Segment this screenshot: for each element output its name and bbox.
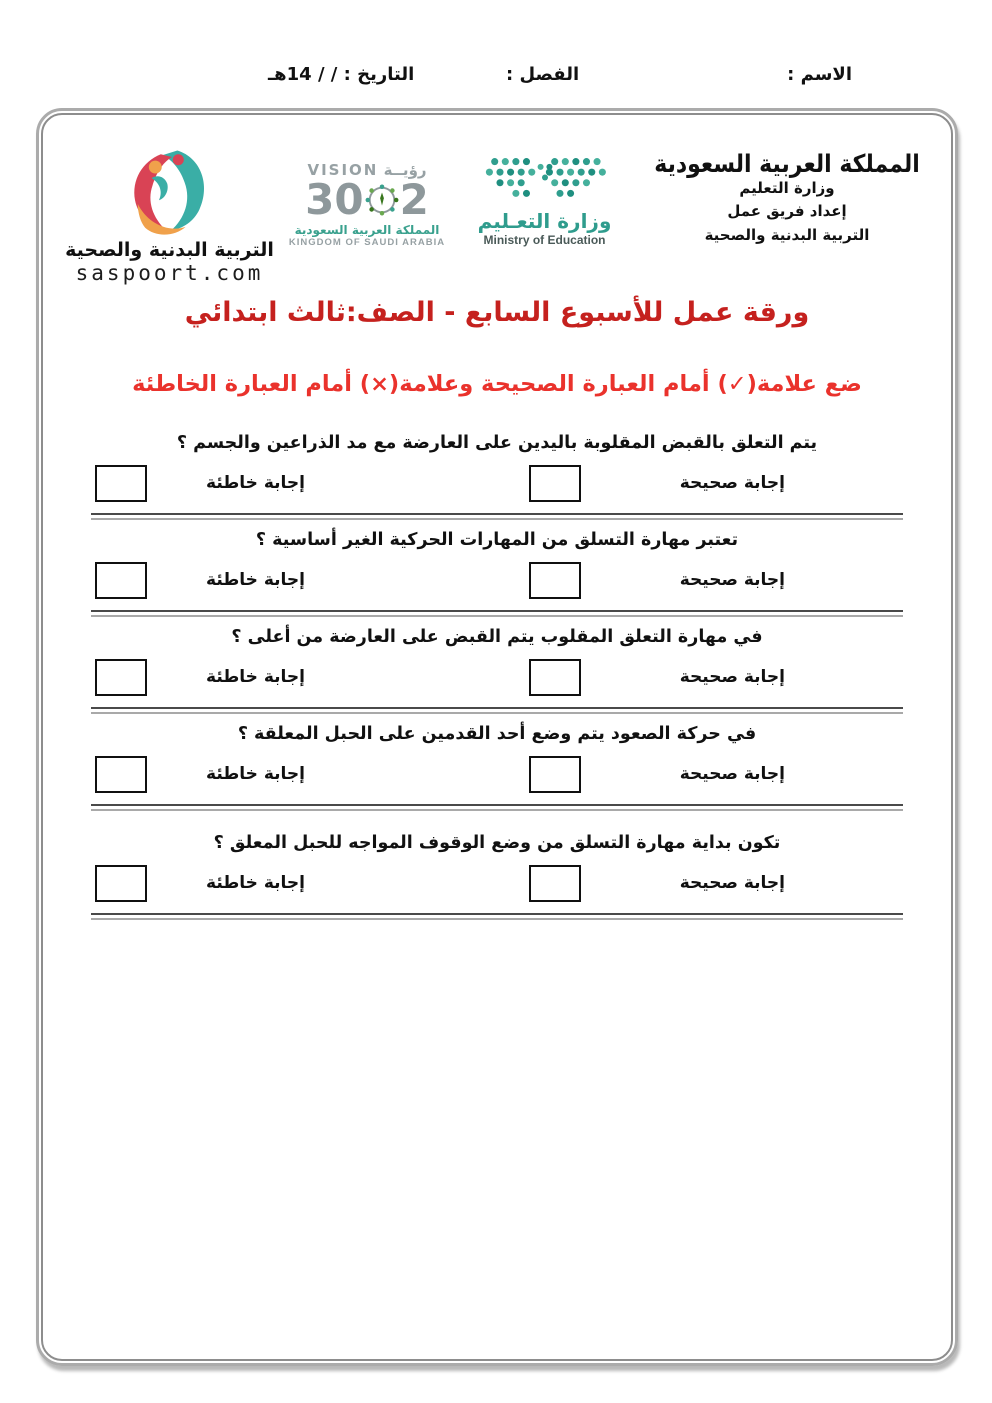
moe-dots-icon xyxy=(452,155,637,207)
wrong-answer-label: إجابة خاطئة xyxy=(206,570,305,590)
correct-answer-checkbox[interactable] xyxy=(529,865,581,902)
correct-answer-checkbox[interactable] xyxy=(529,562,581,599)
correct-answer-label: إجابة صحيحة xyxy=(679,764,785,784)
question-block xyxy=(91,433,903,520)
question-block xyxy=(91,627,903,714)
answer-row xyxy=(91,659,903,701)
vision-top-text: رؤيــة VISION xyxy=(307,161,427,179)
question-divider xyxy=(91,913,903,920)
name-field-label: الاسم : xyxy=(787,64,852,85)
worksheet-title: ورقة عمل للأسبوع السابع - الصف:ثالث ابتدائي xyxy=(184,297,810,328)
logos-row xyxy=(57,145,937,290)
wrong-answer-label: إجابة خاطئة xyxy=(206,764,305,784)
correct-answer-label: إجابة صحيحة xyxy=(679,873,785,893)
question-text: في حركة الصعود يتم وضع أحد القدمين على الحبل المعلقة ؟ xyxy=(237,724,757,744)
correct-answer-checkbox[interactable] xyxy=(529,465,581,502)
correct-answer-label: إجابة صحيحة xyxy=(679,473,785,493)
ministry-line-2: إعداد فريق عمل xyxy=(727,202,847,221)
wrong-answer-checkbox[interactable] xyxy=(95,659,147,696)
wrong-answer-label: إجابة خاطئة xyxy=(206,473,305,493)
question-divider xyxy=(91,610,903,617)
vision-year-right: 30 xyxy=(305,175,364,224)
worksheet-frame xyxy=(36,108,958,1366)
correct-answer-label: إجابة صحيحة xyxy=(679,667,785,687)
ministry-line-1: وزارة التعليم xyxy=(739,179,835,197)
correct-answer-checkbox[interactable] xyxy=(529,756,581,793)
ministry-line-3: التربية البدنية والصحية xyxy=(704,225,870,244)
question-block xyxy=(91,833,903,920)
page-header xyxy=(0,64,992,94)
vision-emblem-icon xyxy=(365,183,399,217)
wrong-answer-checkbox[interactable] xyxy=(95,756,147,793)
question-block xyxy=(91,724,903,811)
saspoort-website: saspoort.com xyxy=(75,261,264,285)
vision-2030-logo xyxy=(282,145,452,248)
saspoort-logo-block xyxy=(57,145,282,285)
question-divider xyxy=(91,804,903,811)
worksheet-frame-inner xyxy=(41,113,953,1361)
vision-year-left: 2 xyxy=(399,175,429,224)
vision-country-arabic: المملكة العربية السعودية xyxy=(294,223,440,237)
wrong-answer-label: إجابة خاطئة xyxy=(206,667,305,687)
wrong-answer-checkbox[interactable] xyxy=(95,562,147,599)
vision-country-english: KINGDOM OF SAUDI ARABIA xyxy=(288,237,446,248)
class-field-label: الفصل : xyxy=(506,64,580,85)
wrong-answer-label: إجابة خاطئة xyxy=(206,873,305,893)
question-divider xyxy=(91,513,903,520)
question-block xyxy=(91,530,903,617)
answer-row xyxy=(91,756,903,798)
answer-row xyxy=(91,865,903,907)
question-text: في مهارة التعلق المقلوب يتم القبض على العارضة من أعلى ؟ xyxy=(231,627,763,647)
questions-section xyxy=(91,433,903,930)
moe-arabic-wordmark: وزارة التعـليم xyxy=(477,209,612,233)
question-text: تكون بداية مهارة التسلق من وضع الوقوف المواجه للحبل المعلق ؟ xyxy=(213,833,781,853)
question-divider xyxy=(91,707,903,714)
ministry-of-education-logo xyxy=(452,145,637,247)
question-text: تعتبر مهارة التسلق من المهارات الحركية الغير أساسية ؟ xyxy=(255,530,739,550)
answer-row xyxy=(91,465,903,507)
saspoort-logo-icon xyxy=(57,145,282,237)
wrong-answer-checkbox[interactable] xyxy=(95,865,147,902)
correct-answer-checkbox[interactable] xyxy=(529,659,581,696)
question-text: يتم التعلق بالقبض المقلوبة باليدين على العارضة مع مد الذراعين والجسم ؟ xyxy=(176,433,818,453)
vision-year xyxy=(282,175,452,224)
saspoort-title: التربية البدنية والصحية xyxy=(65,239,274,261)
ksa-calligraphy-text: المملكة العربية السعودية xyxy=(654,149,920,179)
date-field-label: التاريخ : / / 14هـ xyxy=(268,64,415,85)
wrong-answer-checkbox[interactable] xyxy=(95,465,147,502)
answer-row xyxy=(91,562,903,604)
ministry-text-block xyxy=(637,145,937,247)
correct-answer-label: إجابة صحيحة xyxy=(679,570,785,590)
moe-english-wordmark: Ministry of Education xyxy=(483,233,606,247)
worksheet-instruction: ضع علامة(✓) أمام العبارة الصحيحة وعلامة(×) أمام العبارة الخاطئة xyxy=(132,371,862,397)
